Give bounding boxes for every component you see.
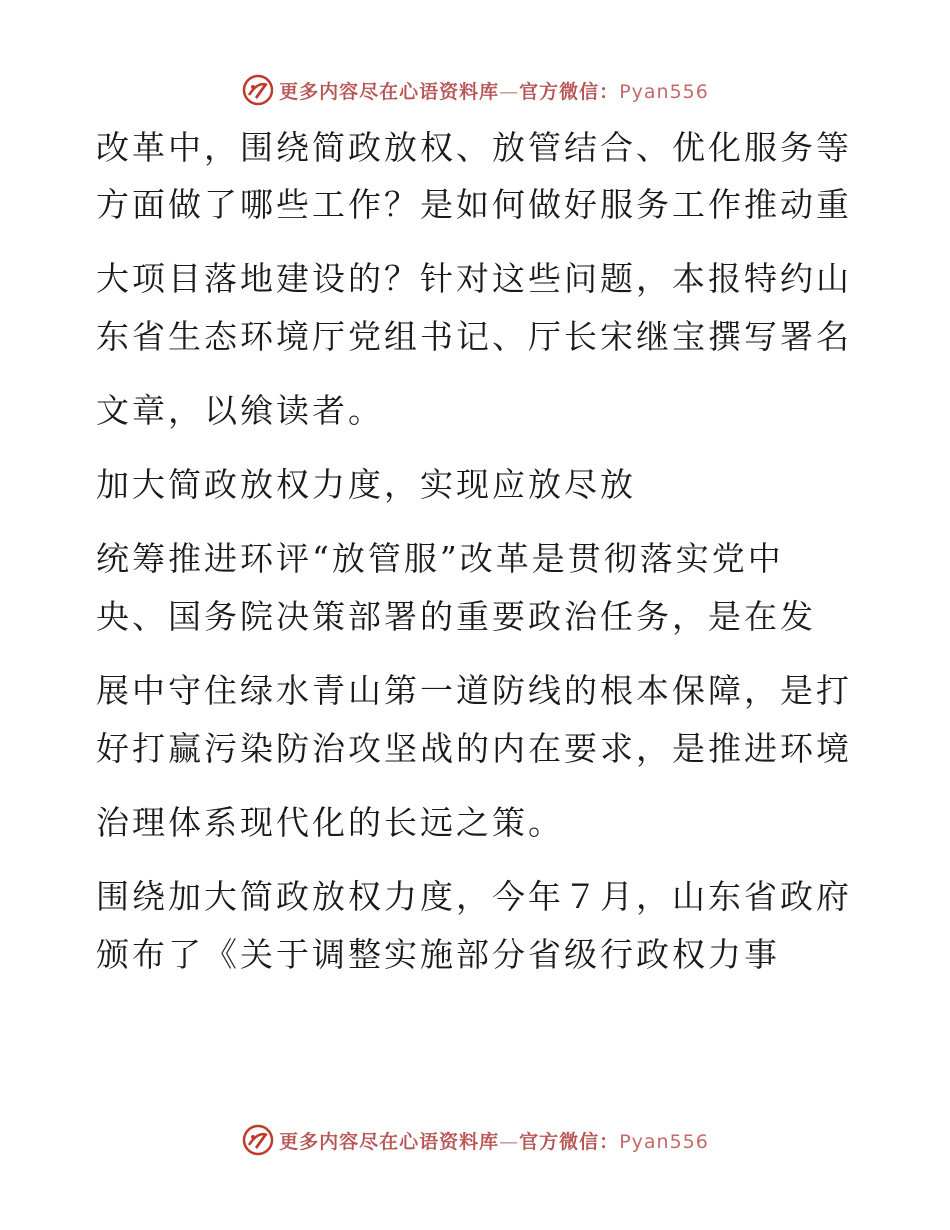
header-banner <box>0 70 950 110</box>
body-line: 围绕加大简政放权力度，今年７月，山东省政府 <box>96 877 852 916</box>
banner-text <box>279 1127 709 1154</box>
banner-wechat-label: 官方微信： <box>519 80 620 103</box>
body-line: 文章，以飨读者。 <box>96 391 384 430</box>
footer-banner <box>0 1120 950 1160</box>
banner-brand-text: 更多内容尽在心语资料库 <box>279 1130 500 1153</box>
body-line: 改革中，围绕简政放权、放管结合、优化服务等 <box>96 128 852 167</box>
banner-text <box>279 77 709 104</box>
banner-brand-text: 更多内容尽在心语资料库 <box>279 80 500 103</box>
body-line: 方面做了哪些工作？是如何做好服务工作推动重 <box>96 185 852 224</box>
body-line: 东省生态环境厅党组书记、厅长宋继宝撰写署名 <box>96 317 852 356</box>
body-line: 颁布了《关于调整实施部分省级行政权力事 <box>96 935 780 974</box>
body-line: 大项目落地建设的？针对这些问题，本报特约山 <box>96 259 852 298</box>
body-line: 好打赢污染防治攻坚战的内在要求，是推进环境 <box>96 729 852 768</box>
banner-wechat-id: Pyan556 <box>619 80 709 103</box>
banner-separator: — <box>499 80 520 103</box>
pen-logo-icon <box>241 73 275 107</box>
body-line: 统筹推进环评“放管服”改革是贯彻落实党中 <box>96 539 784 578</box>
body-line: 加大简政放权力度，实现应放尽放 <box>96 465 636 504</box>
banner-separator: — <box>499 1130 520 1153</box>
banner-wechat-id: Pyan556 <box>619 1130 709 1153</box>
pen-logo-icon <box>241 1123 275 1157</box>
body-line: 展中守住绿水青山第一道防线的根本保障，是打 <box>96 671 852 710</box>
body-line: 治理体系现代化的长远之策。 <box>96 803 564 842</box>
banner-wechat-label: 官方微信： <box>519 1130 620 1153</box>
body-line: 央、国务院决策部署的重要政治任务，是在发 <box>96 597 816 636</box>
